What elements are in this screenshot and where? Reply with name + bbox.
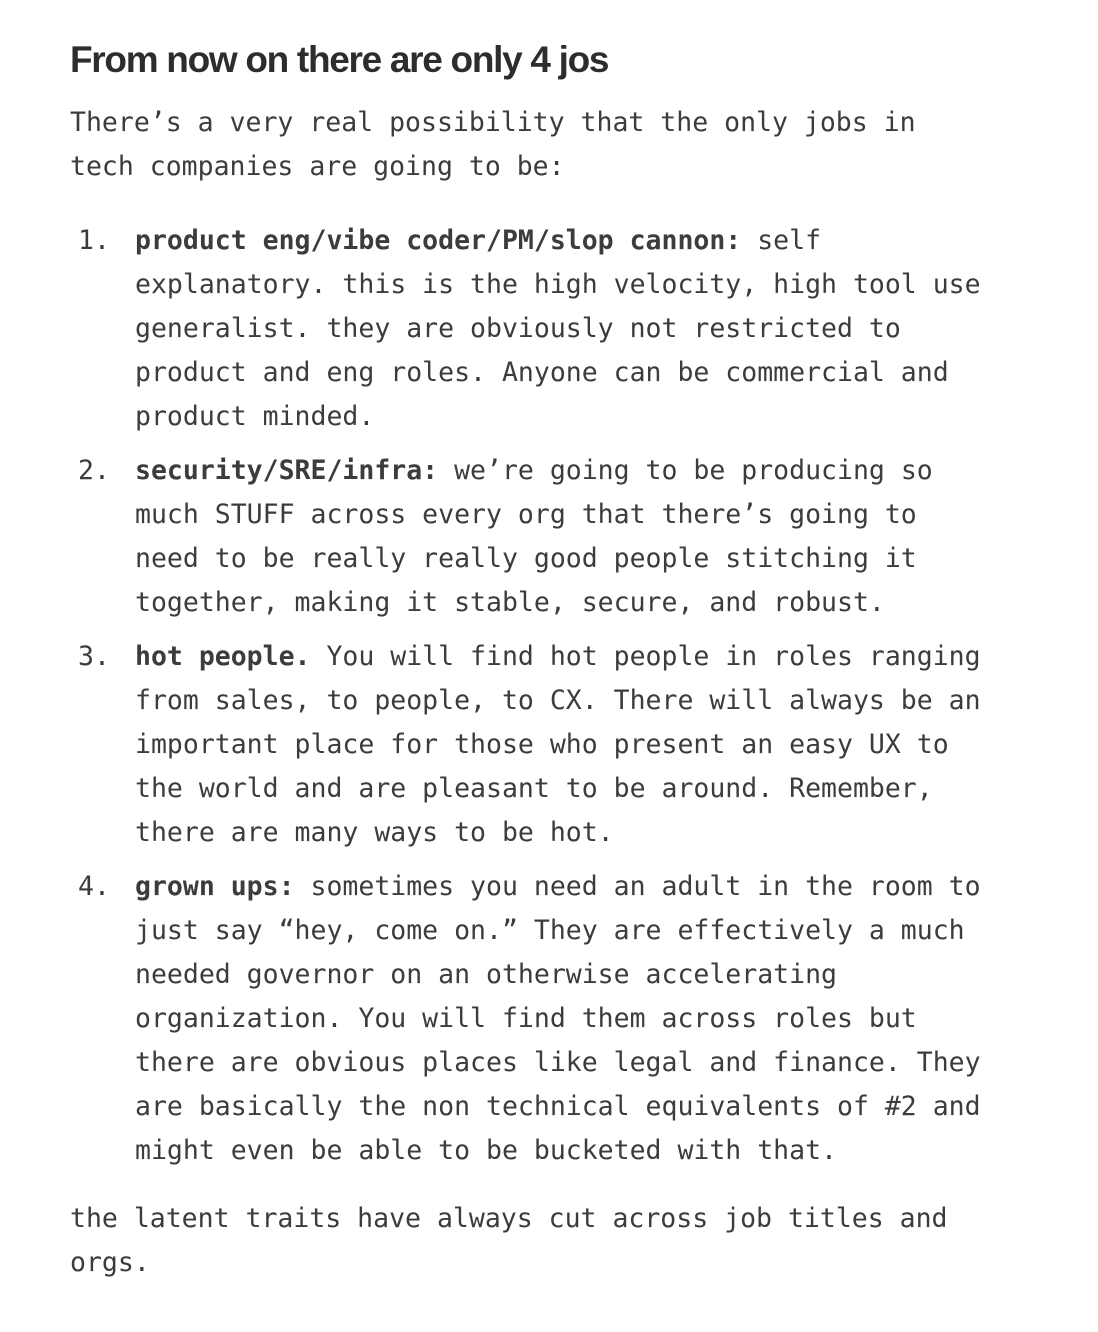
list-item: [70, 635, 988, 855]
list-item-number: 4.: [78, 871, 110, 902]
outro-paragraph: the latent traits have always cut across job titles and orgs.: [70, 1203, 948, 1278]
list-item: [70, 219, 988, 439]
list-item-text: we’re going to be producing so much STUFF across every org that there’s going to need to be really really good people stitching it together, making it stable, secure, and robust.: [135, 455, 933, 618]
list-item-lead: hot people.: [135, 641, 311, 672]
list-item: [70, 449, 988, 625]
list-item-lead: grown ups:: [135, 871, 295, 902]
list-item-number: 2.: [78, 455, 110, 486]
list-item-lead: product eng/vibe coder/PM/slop cannon:: [135, 225, 742, 256]
list-item-text: self explanatory. this is the high velocity, high tool use generalist. they are obviously not restricted to product and eng roles. Anyone can be commercial and product minded.: [135, 225, 981, 432]
list-item-lead: security/SRE/infra:: [135, 455, 439, 486]
list-item-number: 1.: [78, 225, 110, 256]
list-item-text: You will find hot people in roles ranging from sales, to people, to CX. There will always be an important place for those who present an easy UX to the world and are pleasant to be around. Remember, there are many ways to be hot.: [135, 641, 981, 848]
list-item-number: 3.: [78, 641, 110, 672]
numbered-list: [70, 219, 1098, 1173]
intro-paragraph: There’s a very real possibility that the only jobs in tech companies are going to be:: [70, 107, 916, 182]
page-title: From now on there are only 4 jos: [70, 39, 609, 80]
list-item-text: sometimes you need an adult in the room to just say “hey, come on.” They are effectively a much needed governor on an otherwise accelerating organization. You will find them across roles but there are obvious places like legal and finance. They are basically the non technical equivalents of #2 and might even be able to be bucketed with that.: [135, 871, 981, 1166]
list-item: [70, 865, 988, 1173]
